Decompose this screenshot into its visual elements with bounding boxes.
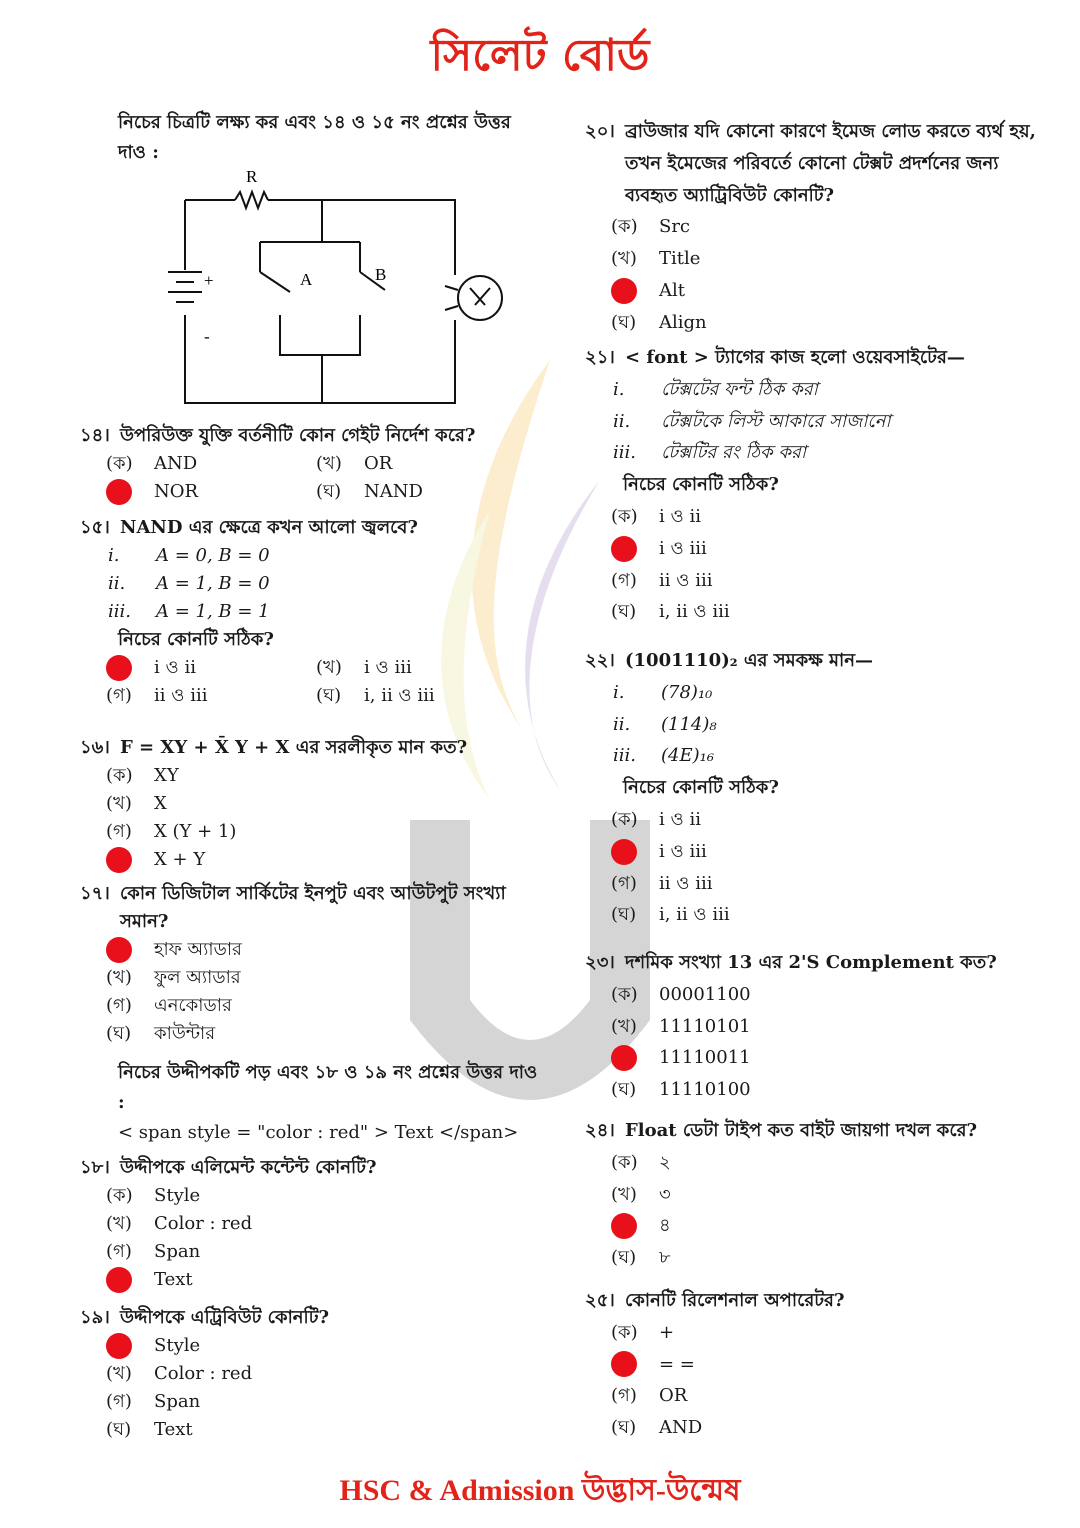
options-list [585,1147,1045,1274]
option-text: ii ও iii [154,685,208,706]
option-selected[interactable] [106,478,316,506]
option[interactable] [611,1412,1045,1444]
option-label: (ক) [611,505,638,527]
question-text: উদ্দীপকে এলিমেন্ট কন্টেন্ট কোনটি? [120,1157,377,1178]
question-number: ২৩। [585,952,615,973]
option-label: (খ) [316,453,342,474]
option-text: Span [154,1391,201,1412]
options-list [80,762,550,874]
option-text: Style [154,1185,201,1206]
question-block [585,947,1045,1106]
statement-label: iii. [613,745,636,767]
option[interactable] [106,790,550,818]
option-text: ii ও iii [659,872,713,894]
option-selected[interactable] [611,275,1045,307]
statement [80,598,550,626]
option[interactable] [316,450,550,478]
option-label: (ক) [611,808,638,830]
selected-answer-marker [106,847,132,873]
option-label: (ঘ) [611,1079,637,1101]
question-line [80,422,550,450]
option[interactable] [106,818,550,846]
question-block [80,514,550,710]
option[interactable] [106,1416,550,1444]
question-line [585,1285,1045,1317]
option-label: (গ) [106,1241,132,1262]
option-text: + [659,1321,675,1343]
question-block [80,880,550,1048]
option-label: (ক) [611,216,638,238]
question-text: F = XY + X̄ Y + X এর সরলীকৃত মান কত? [120,737,468,758]
option-text: i ও ii [659,808,701,830]
option[interactable] [611,1074,1045,1106]
question-block [585,1115,1045,1274]
option-text: কাউন্টার [154,1023,216,1044]
statement-text: (4E)₁₆ [661,745,715,767]
statement-label: i. [613,378,625,400]
statement-label: iii. [613,442,636,464]
option-label: (খ) [106,1363,132,1384]
question-block [585,1285,1045,1444]
option-label: (ক) [611,983,638,1005]
option-label: (খ) [316,657,342,678]
statement-label: i. [613,681,625,703]
option-text: X (Y + 1) [154,821,237,842]
selected-answer-marker [106,479,132,505]
option-text: Align [659,311,707,333]
option-text: i ও ii [659,505,701,527]
question-block [585,645,1045,931]
option[interactable] [611,243,1045,275]
option-text: NOR [154,481,199,502]
option-label: (খ) [106,967,132,988]
option-label: (ঘ) [106,1023,132,1044]
option[interactable] [106,992,550,1020]
question-line [585,342,1045,374]
option[interactable] [106,762,550,790]
option-text: i ও iii [364,657,412,678]
options-list [585,804,1045,931]
option-text: এনকোডার [154,995,232,1016]
question-text: (1001110)₂ এর সমকক্ষ মান— [625,650,874,671]
question-line [585,645,1045,677]
question-text: কোনটি রিলেশনাল অপারেটর? [625,1290,845,1311]
option-label: (ঘ) [316,481,342,502]
option-label: (গ) [611,872,637,894]
option-label: (ঘ) [611,601,637,623]
option-text: Text [154,1419,193,1440]
intro-18-19: নিচের উদ্দীপকটি পড় এবং ১৮ ও ১৯ নং প্রশ্নের উত্তর দাও : [118,1062,538,1113]
question-block [80,734,550,874]
question-number: ১৮। [80,1157,110,1178]
battery-plus: + [204,271,214,290]
option[interactable] [611,596,1045,628]
option[interactable] [106,1210,550,1238]
option-text: ২ [659,1151,671,1173]
statement-text: টেক্সটকে লিস্ট আকারে সাজানো [661,410,891,432]
question-number: ২১। [585,347,615,368]
option[interactable] [611,211,1045,243]
option-label: (ঘ) [316,685,342,706]
option-selected[interactable] [611,1349,1045,1381]
option-text: i ও iii [659,537,707,559]
statement-text: টেক্সটের ফন্ট ঠিক করা [661,378,818,400]
question-text: < font > ট্যাগের কাজ হলো ওয়েবসাইটের— [625,347,965,368]
question-text: উদ্দীপকে এট্রিবিউট কোনটি? [120,1307,330,1328]
option-text: Style [154,1335,201,1356]
statement-text: টেক্সটির রং ঠিক করা [661,442,807,464]
option-text: OR [659,1385,688,1407]
statement-label: ii. [613,713,631,735]
option-selected[interactable] [106,654,316,682]
option[interactable] [106,1238,550,1266]
option[interactable] [106,964,550,992]
option[interactable] [611,501,1045,533]
option[interactable] [316,654,550,682]
option-label: (খ) [611,248,637,270]
statement [585,437,1045,469]
statement-text: A = 1, B = 0 [156,573,270,594]
options-list [585,1317,1045,1444]
question-prompt: নিচের কোনটি সঠিক? [623,777,779,799]
stimulus-code: < span style = "color : red" > Text </span> [118,1122,519,1143]
question-line [80,1154,550,1182]
option-text: OR [364,453,393,474]
option[interactable] [316,682,550,710]
selected-answer-marker [611,278,637,304]
question-block [80,1154,550,1294]
option-label: (গ) [106,821,132,842]
option[interactable] [611,899,1045,931]
option-selected[interactable] [106,1332,550,1360]
option[interactable] [611,565,1045,597]
battery-minus: - [204,327,210,346]
option-label: (ক) [106,1185,133,1206]
statement [585,374,1045,406]
question-line [585,947,1045,979]
option-selected[interactable] [106,1266,550,1294]
option-text: ফুল অ্যাডার [154,967,241,988]
selected-answer-marker [611,536,637,562]
question-text: দশমিক সংখ্যা 13 এর 2'S Complement কত? [625,952,997,973]
option-label: (গ) [611,569,637,591]
option[interactable] [611,868,1045,900]
option-label: (ক) [611,1151,638,1173]
question-block [585,342,1045,628]
statement-text: (78)₁₀ [661,681,713,703]
selected-answer-marker [106,655,132,681]
question-text: NAND এর ক্ষেত্রে কখন আলো জ্বলবে? [120,517,418,538]
statement-label: ii. [613,410,631,432]
statement [80,542,550,570]
options-list [80,654,550,710]
question-number: ১৫। [80,517,110,538]
question-text: ব্রাউজার যদি কোনো কারণে ইমেজ লোড করতে ব্যর্থ হয়, তখন ইমেজের পরিবর্তে কোনো টেক্সট প্রদর্শনের জন্য ব্যবহৃত অ্যাট্রিবিউট কোনটি? [625,121,1036,206]
option-text: ii ও iii [659,569,713,591]
selected-answer-marker [611,1213,637,1239]
option-text: AND [659,1417,703,1439]
option[interactable] [611,1380,1045,1412]
option-text: i, ii ও iii [659,601,730,623]
option-text: i ও iii [659,840,707,862]
option[interactable] [106,1182,550,1210]
option-label: (গ) [106,685,132,706]
question-line [80,734,550,762]
option[interactable] [611,307,1045,339]
option-text: i, ii ও iii [364,685,435,706]
question-prompt: নিচের কোনটি সঠিক? [623,474,779,496]
selected-answer-marker [106,1267,132,1293]
option-text: 00001100 [659,983,751,1005]
option-text: 11110101 [659,1015,751,1037]
option-selected[interactable] [611,1042,1045,1074]
option-selected[interactable] [611,1210,1045,1242]
option-label: (ঘ) [611,904,637,926]
circuit-diagram [160,160,520,410]
option-text: = = [659,1353,695,1375]
statement-text: A = 1, B = 1 [156,601,270,622]
option[interactable] [611,1242,1045,1274]
statement [585,677,1045,709]
option-text: ৩ [659,1183,671,1205]
option-label: (খ) [611,1183,637,1205]
option-text: হাফ অ্যাডার [154,939,242,960]
switch-a-label: A [300,270,313,289]
question-block [80,422,550,506]
question-text: Float ডেটা টাইপ কত বাইট জায়গা দখল করে? [625,1120,978,1141]
question-prompt: নিচের কোনটি সঠিক? [118,629,274,650]
option-text: Span [154,1241,201,1262]
option[interactable] [611,979,1045,1011]
statement-label: iii. [108,601,131,622]
selected-answer-marker [611,839,637,865]
selected-answer-marker [106,1333,132,1359]
option-text: X + Y [154,849,206,870]
option-selected[interactable] [611,533,1045,565]
option[interactable] [316,478,550,506]
option-text: ৮ [659,1247,671,1269]
option-label: (ঘ) [106,1419,132,1440]
statement-text: A = 0, B = 0 [156,545,270,566]
question-number: ২০। [585,121,615,142]
option-label: (ঘ) [611,1417,637,1439]
statement [585,709,1045,741]
question-text: কোন ডিজিটাল সার্কিটের ইনপুট এবং আউটপুট সংখ্যা সমান? [120,883,506,932]
statement-label: i. [108,545,120,566]
option-text: Color : red [154,1213,253,1234]
option-text: Text [154,1269,193,1290]
options-list [585,501,1045,628]
option-label: (গ) [106,995,132,1016]
question-number: ২৫। [585,1290,615,1311]
option-text: Title [659,248,701,270]
switch-b-label: B [375,265,387,284]
option-text: AND [154,453,198,474]
question-block [585,116,1045,339]
options-list [80,1182,550,1294]
question-number: ১৭। [80,883,110,904]
option[interactable] [611,1011,1045,1043]
option-text: Src [659,216,691,238]
option[interactable] [611,1179,1045,1211]
option-text: 11110011 [659,1047,751,1069]
option[interactable] [106,450,316,478]
question-line [80,1304,550,1332]
options-list [80,1332,550,1444]
intro-14-15: নিচের চিত্রটি লক্ষ্য কর এবং ১৪ ও ১৫ নং প্রশ্নের উত্তর দাও : [118,112,511,163]
option-label: (গ) [611,1385,637,1407]
options-list [80,450,550,506]
statement [585,740,1045,772]
question-block [80,1304,550,1444]
question-number: ২৪। [585,1120,615,1141]
options-list [585,979,1045,1106]
option-text: ৪ [659,1215,671,1237]
options-list [80,936,550,1048]
option[interactable] [106,1360,550,1388]
page-title: সিলেট বোর্ড [430,30,650,81]
option-text: X [154,793,167,814]
statement [585,406,1045,438]
option-text: XY [154,765,179,786]
option-label: (ঘ) [611,311,637,333]
option-selected[interactable] [611,836,1045,868]
option[interactable] [106,1020,550,1048]
option-label: (ক) [611,1321,638,1343]
statement-text: (114)₈ [661,713,717,735]
question-number: ১৪। [80,425,110,446]
option-text: i ও ii [154,657,196,678]
question-line [80,880,550,936]
option-text: i, ii ও iii [659,904,730,926]
options-list [585,211,1045,338]
option-text: 11110100 [659,1079,751,1101]
selected-answer-marker [611,1351,637,1377]
option-label: (গ) [106,1391,132,1412]
question-line [585,116,1045,211]
footer-brand: HSC & Admission উদ্ভাস-উন্মেষ [339,1474,741,1507]
option-text: Color : red [154,1363,253,1384]
option-label: (খ) [106,1213,132,1234]
question-line [80,514,550,542]
selected-answer-marker [106,937,132,963]
option[interactable] [611,1317,1045,1349]
option-text: Alt [659,279,685,301]
option-label: (খ) [611,1015,637,1037]
option[interactable] [106,682,316,710]
option-label: (ক) [106,765,133,786]
statement [80,570,550,598]
option-label: (ক) [106,453,133,474]
option[interactable] [611,1147,1045,1179]
option-selected[interactable] [106,846,550,874]
option[interactable] [106,1388,550,1416]
selected-answer-marker [611,1045,637,1071]
option-label: (ঘ) [611,1247,637,1269]
question-text: উপরিউক্ত যুক্তি বর্তনীটি কোন গেইট নির্দেশ করে? [120,425,476,446]
option-text: NAND [364,481,423,502]
option-label: (খ) [106,793,132,814]
option-selected[interactable] [106,936,550,964]
option[interactable] [611,804,1045,836]
question-line [585,1115,1045,1147]
question-number: ১৬। [80,737,110,758]
statement-label: ii. [108,573,126,594]
question-number: ২২। [585,650,615,671]
resistor-label: R [246,167,258,186]
question-number: ১৯। [80,1307,110,1328]
